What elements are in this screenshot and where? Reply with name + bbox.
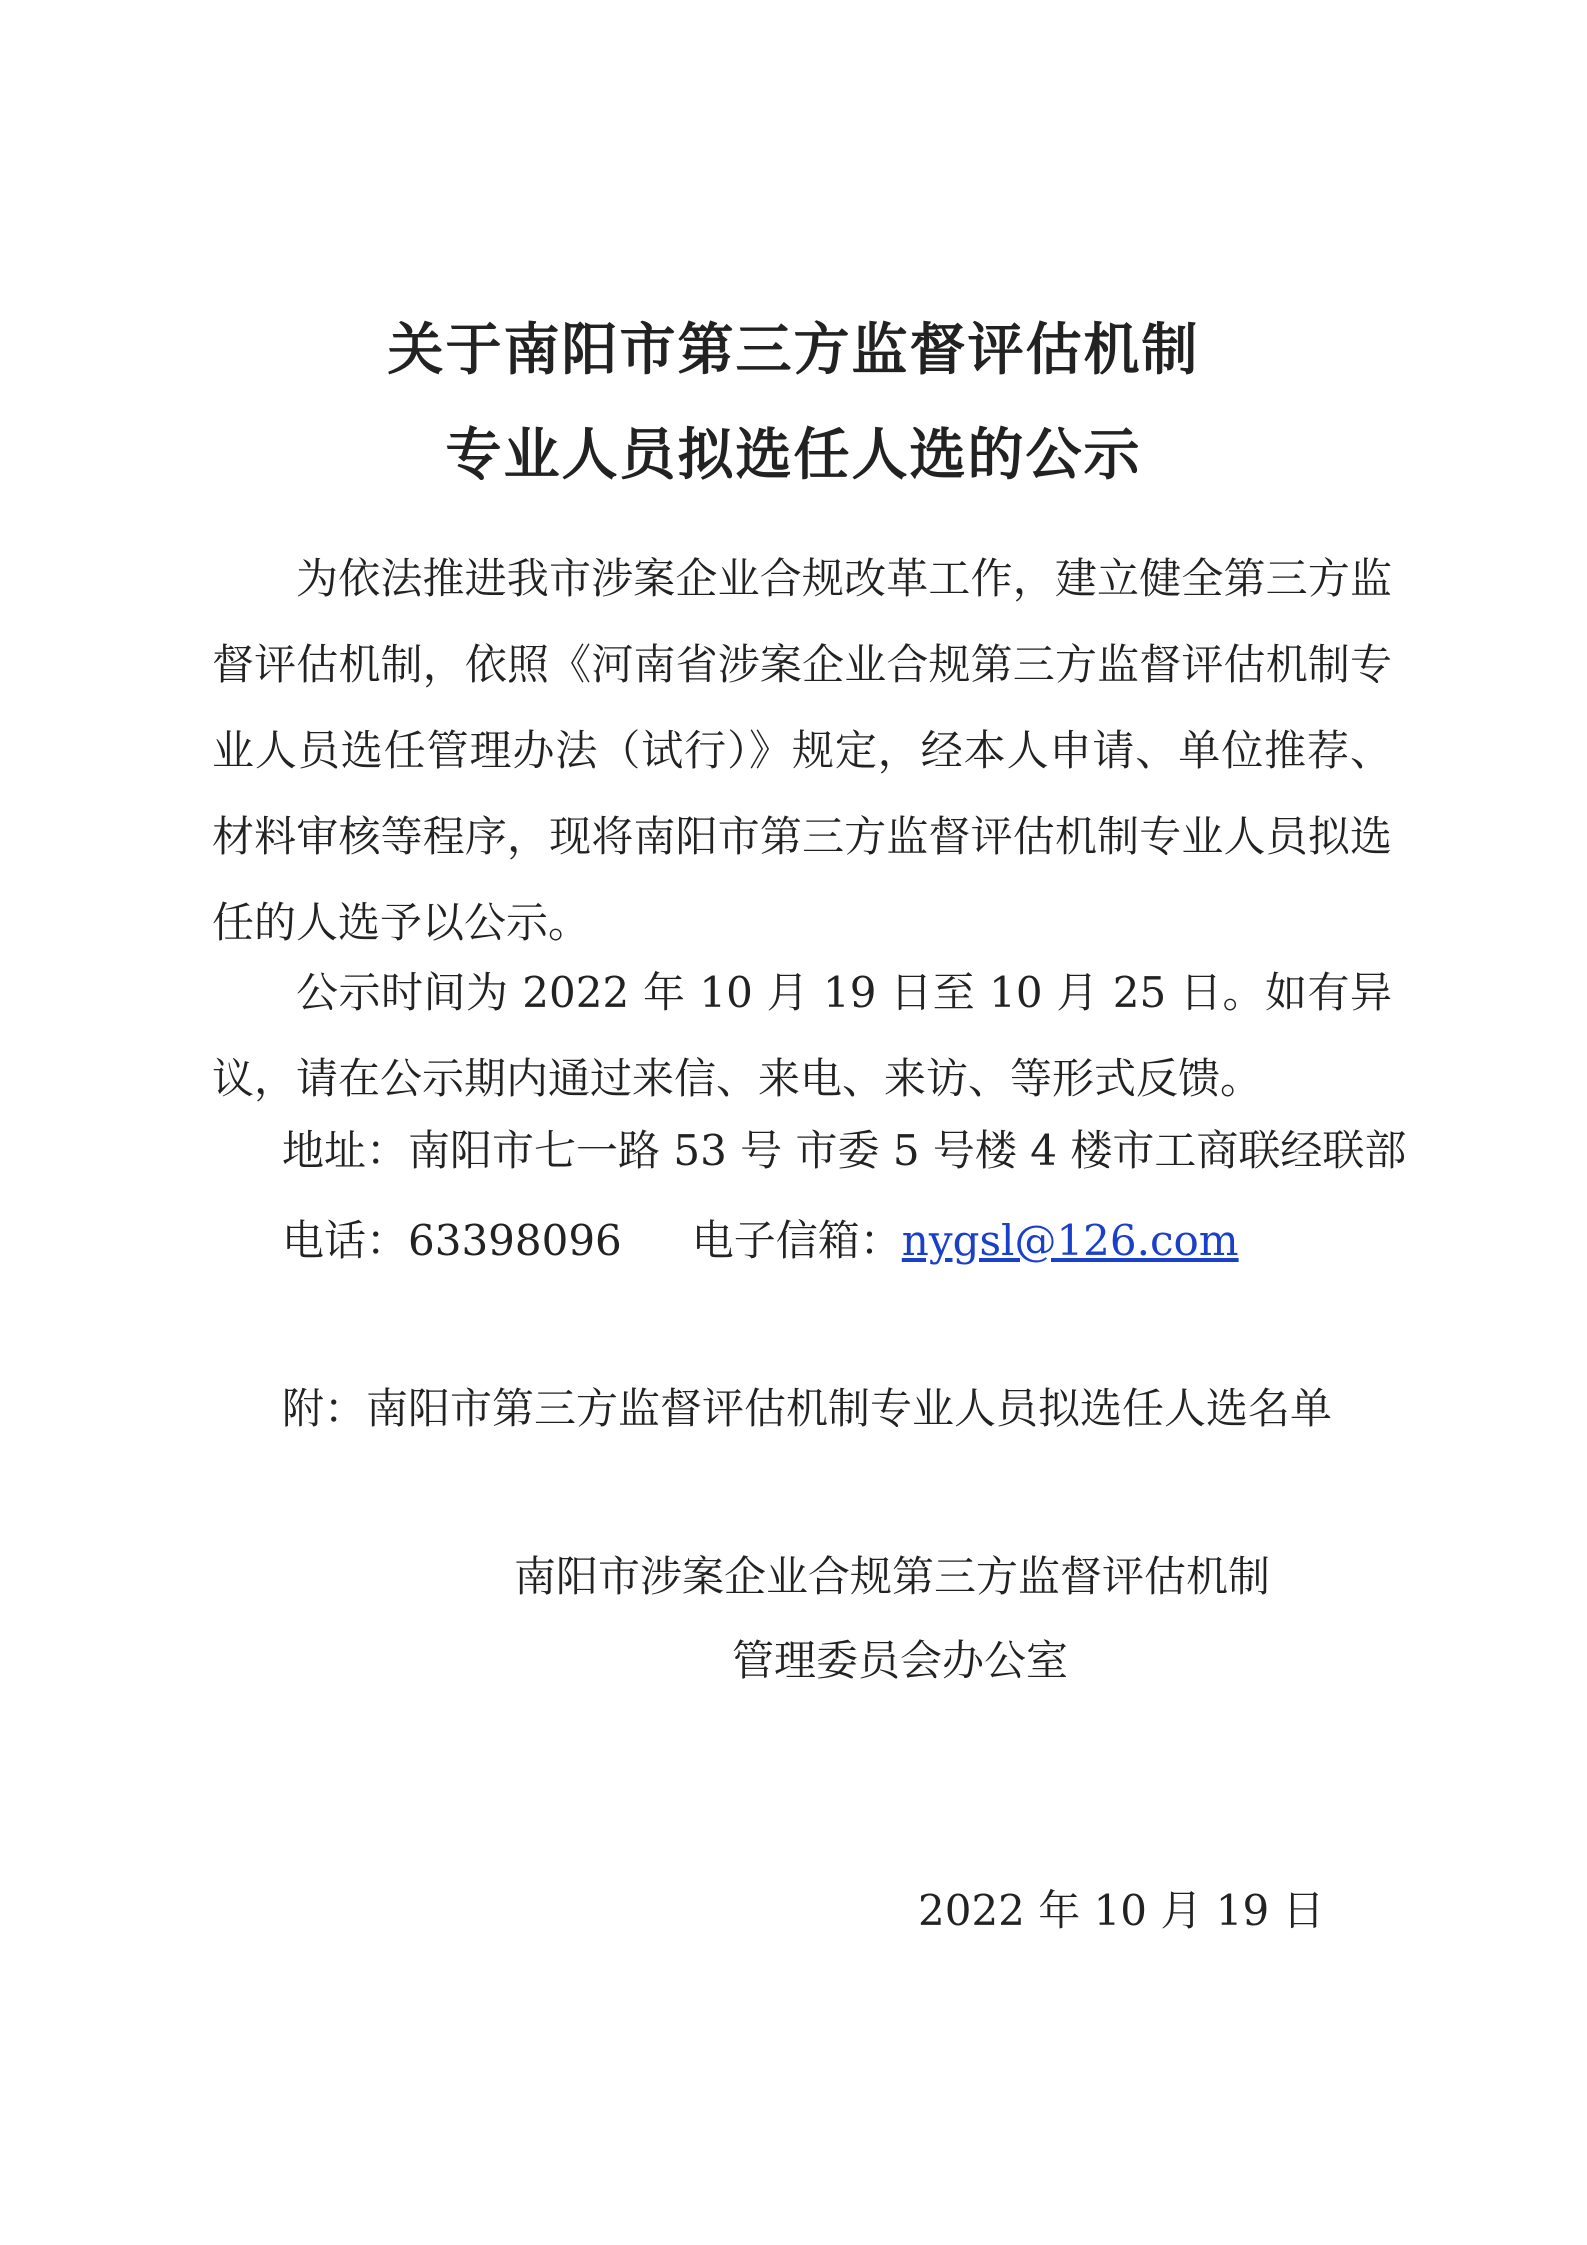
- document-title-line2: 专业人员拟选任人选的公示: [445, 422, 1142, 488]
- email-link[interactable]: nygsl@126.com: [901, 1216, 1239, 1265]
- signature-organization: 南阳市涉案企业合规第三方监督评估机制: [514, 1552, 1271, 1601]
- attachment-note: 附：南阳市第三方监督评估机制专业人员拟选任人选名单: [282, 1384, 1333, 1433]
- signature-date: 2022 年 10 月 19 日: [918, 1886, 1325, 1935]
- body-paragraph-2: 公示时间为 2022 年 10 月 19 日至 10 月 25 日。如有异议，请在公示期内通过来信、来电、来访、等形式反馈。: [212, 968, 1392, 1103]
- signature-office: 管理委员会办公室: [732, 1636, 1069, 1685]
- body-paragraph-1: 为依法推进我市涉案企业合规改革工作，建立健全第三方监督评估机制，依照《河南省涉案企业合规第三方监督评估机制专业人员选任管理办法（试行）》规定，经本人申请、单位推荐、材料审核等程序，现将南阳市第三方监督评估机制专业人员拟选任的人选予以公示。: [212, 554, 1392, 947]
- email-label: 电子信箱：: [691, 1216, 902, 1265]
- document-title-line1: 关于南阳市第三方监督评估机制: [387, 317, 1200, 383]
- contact-address: 地址：南阳市七一路 53 号 市委 5 号楼 4 楼市工商联经联部: [282, 1126, 1407, 1175]
- contact-phone: 电话：63398096: [282, 1216, 622, 1265]
- contact-line: [282, 1216, 1239, 1265]
